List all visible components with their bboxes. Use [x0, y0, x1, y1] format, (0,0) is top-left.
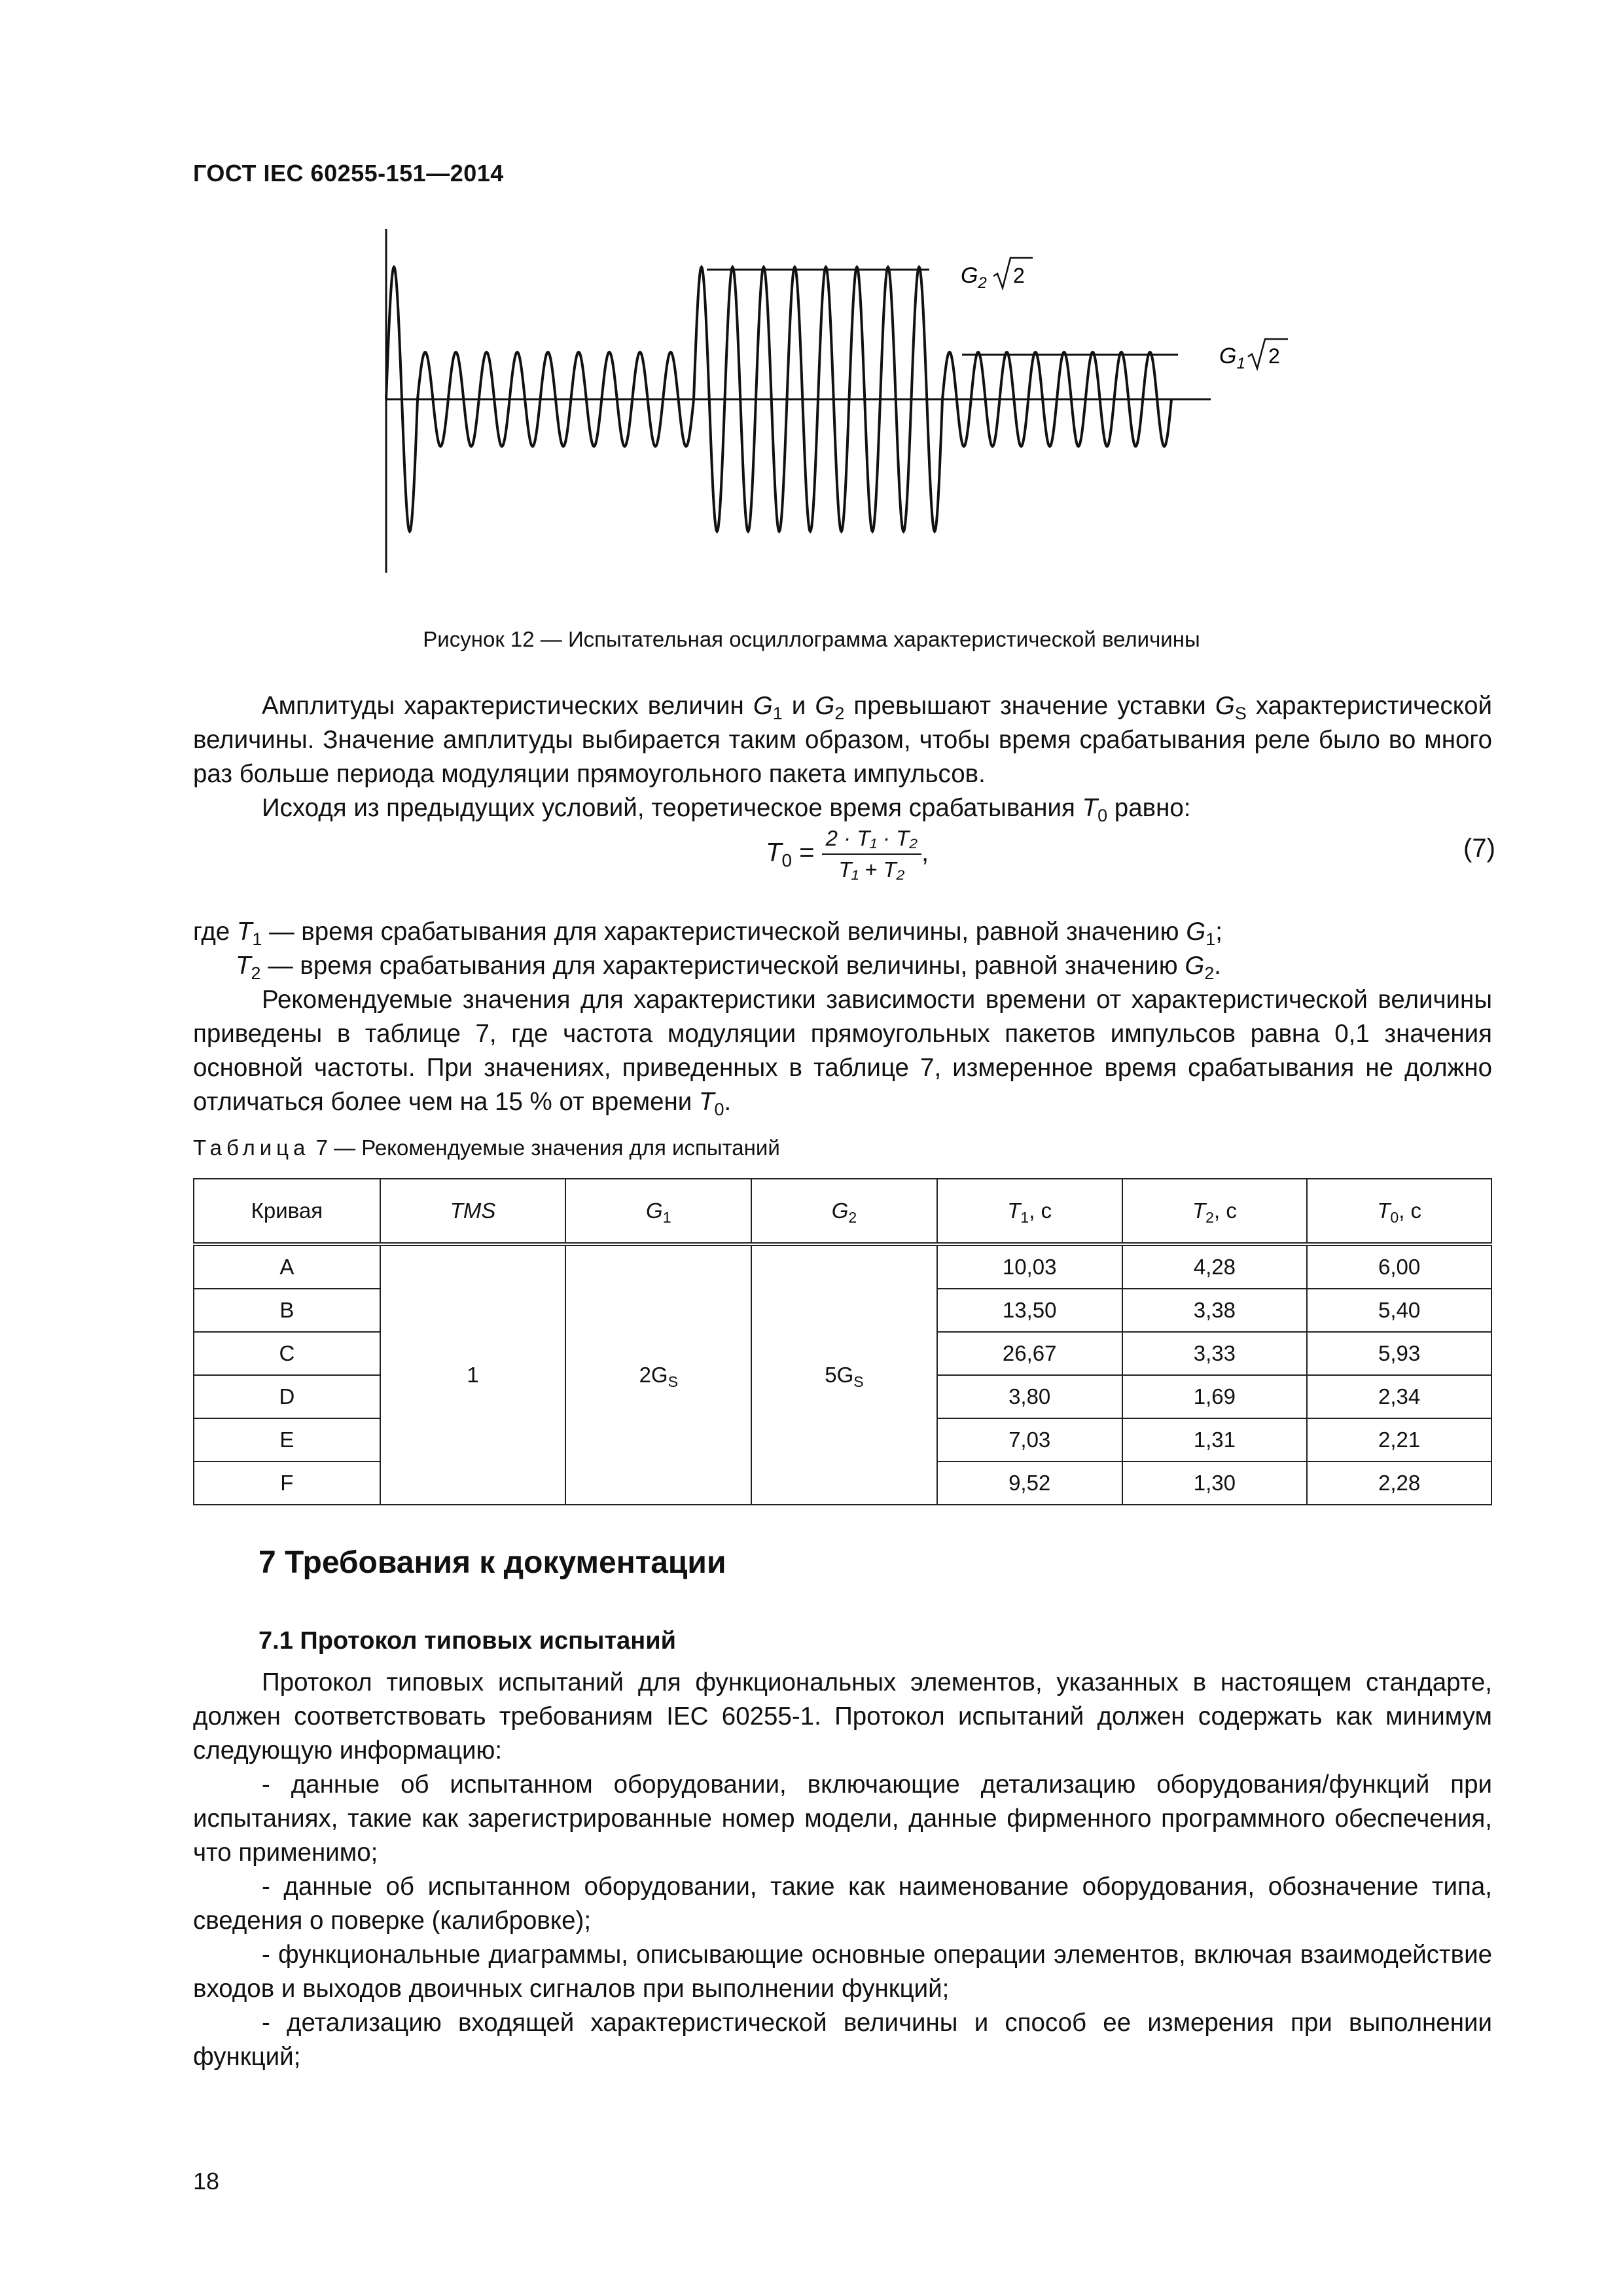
- paragraph-recommended-values: Рекомендуемые значения для характеристики зависимости времени от характеристической величины приведены в таблице 7, где частота модуляции прямоугольных пакетов импульсов равна 0,1 значения основной частоты. При значениях, приведенных в таблице 7, измеренное время срабатывания не должно отличаться более чем на 15 % от времени $T_0$.: [193, 986, 1492, 1120]
- document-header: ГОСТ IEC 60255-151—2014: [193, 160, 504, 187]
- where-t1: где $T_1$ — время срабатывания для характеристической величины, равной значению $G_1$;: [193, 918, 1222, 950]
- col-header-t2: $T_2$, с: [1122, 1179, 1308, 1244]
- cell-t1: 7,03: [937, 1418, 1122, 1462]
- table-row: [194, 1244, 1491, 1289]
- cell-curve: A: [194, 1244, 380, 1289]
- cell-t2: 3,33: [1122, 1332, 1308, 1375]
- cell-g1: $2G_S$: [565, 1244, 751, 1505]
- oscillogram-figure: [366, 216, 1309, 583]
- col-header-g2: $G_2$: [751, 1179, 937, 1244]
- cell-t1: 9,52: [937, 1462, 1122, 1505]
- list-item: - функциональные диаграммы, описывающие основные операции элементов, включая взаимодействие входов и выходов двоичных сигналов при выполнении функций;: [193, 1941, 1492, 2003]
- cell-t0: 6,00: [1307, 1244, 1491, 1289]
- svg-text:2: 2: [1268, 344, 1280, 368]
- col-header-t1: $T_1$, с: [937, 1179, 1122, 1244]
- cell-t1: 10,03: [937, 1244, 1122, 1289]
- page-number: 18: [193, 2168, 220, 2195]
- section-7-heading: 7 Требования к документации: [259, 1545, 726, 1580]
- cell-g2: $5G_S$: [751, 1244, 937, 1505]
- cell-t0: 2,34: [1307, 1375, 1491, 1418]
- cell-t1: 3,80: [937, 1375, 1122, 1418]
- cell-t2: 1,31: [1122, 1418, 1308, 1462]
- list-item: - данные об испытанном оборудовании, такие как наименование оборудования, обозначение типа, сведения о поверке (калибровке);: [193, 1873, 1492, 1935]
- svg-text:2: 2: [1013, 264, 1025, 287]
- cell-t2: 3,38: [1122, 1289, 1308, 1332]
- equation-number: (7): [1463, 834, 1495, 863]
- formula-7: $T_0$ = $\frac{\text{2 · T₁ · T₂}}{\text{T₁ + T₂}}$ ,: [766, 826, 929, 882]
- g2-sqrt2-label: [961, 258, 1033, 292]
- cell-t2: 4,28: [1122, 1244, 1308, 1289]
- table-7: [193, 1178, 1492, 1505]
- cell-t1: 13,50: [937, 1289, 1122, 1332]
- col-header-tms: TMS: [380, 1179, 566, 1244]
- col-header-curve: Кривая: [194, 1179, 380, 1244]
- cell-t0: 5,40: [1307, 1289, 1491, 1332]
- where-t2: $T_2$ — время срабатывания для характеристической величины, равной значению $G_2$.: [236, 952, 1221, 984]
- table-header-row: [194, 1179, 1491, 1244]
- section-7-1-heading: 7.1 Протокол типовых испытаний: [259, 1627, 676, 1655]
- list-item: - данные об испытанном оборудовании, включающие детализацию оборудования/функций при испытаниях, такие как зарегистрированные номер модели, данные фирменного программного обеспечения, что применимо;: [193, 1770, 1492, 1867]
- cell-t1: 26,67: [937, 1332, 1122, 1375]
- g1-sqrt2-label: [1219, 339, 1288, 372]
- cell-tms: 1: [380, 1244, 566, 1505]
- svg-text:G2: $G_2$: [961, 263, 987, 292]
- table-title: Таблица 7 — Рекомендуемые значения для испытаний: [193, 1136, 780, 1160]
- col-header-t0: $T_0$, с: [1307, 1179, 1491, 1244]
- cell-t0: 2,21: [1307, 1418, 1491, 1462]
- cell-curve: C: [194, 1332, 380, 1375]
- cell-curve: F: [194, 1462, 380, 1505]
- svg-text:G1: $G_1$: [1219, 344, 1245, 372]
- cell-curve: B: [194, 1289, 380, 1332]
- cell-curve: D: [194, 1375, 380, 1418]
- cell-t0: 5,93: [1307, 1332, 1491, 1375]
- cell-curve: E: [194, 1418, 380, 1462]
- paragraph-amplitudes: Амплитуды характеристических величин $G_1$ и $G_2$ превышают значение уставки $G_S$ характеристической величины. Значение амплитуды выбирается таким образом, чтобы время срабатывания реле было во много раз больше периода модуляции прямоугольного пакета импульсов.: [193, 692, 1492, 788]
- list-item: - детализацию входящей характеристической величины и способ ее измерения при выполнении функций;: [193, 2009, 1492, 2071]
- cell-t2: 1,30: [1122, 1462, 1308, 1505]
- figure-caption: Рисунок 12 — Испытательная осциллограмма характеристической величины: [423, 627, 1200, 651]
- cell-t0: 2,28: [1307, 1462, 1491, 1505]
- section-7-1-intro: Протокол типовых испытаний для функциональных элементов, указанных в настоящем стандарте, должен соответствовать требованиям IEC 60255-1. Протокол испытаний должен содержать как минимум следующую информацию:: [193, 1668, 1492, 1765]
- col-header-g1: $G_1$: [565, 1179, 751, 1244]
- cell-t2: 1,69: [1122, 1375, 1308, 1418]
- paragraph-theoretical-time: Исходя из предыдущих условий, теоретическое время срабатывания $T_0$ равно:: [262, 794, 1191, 826]
